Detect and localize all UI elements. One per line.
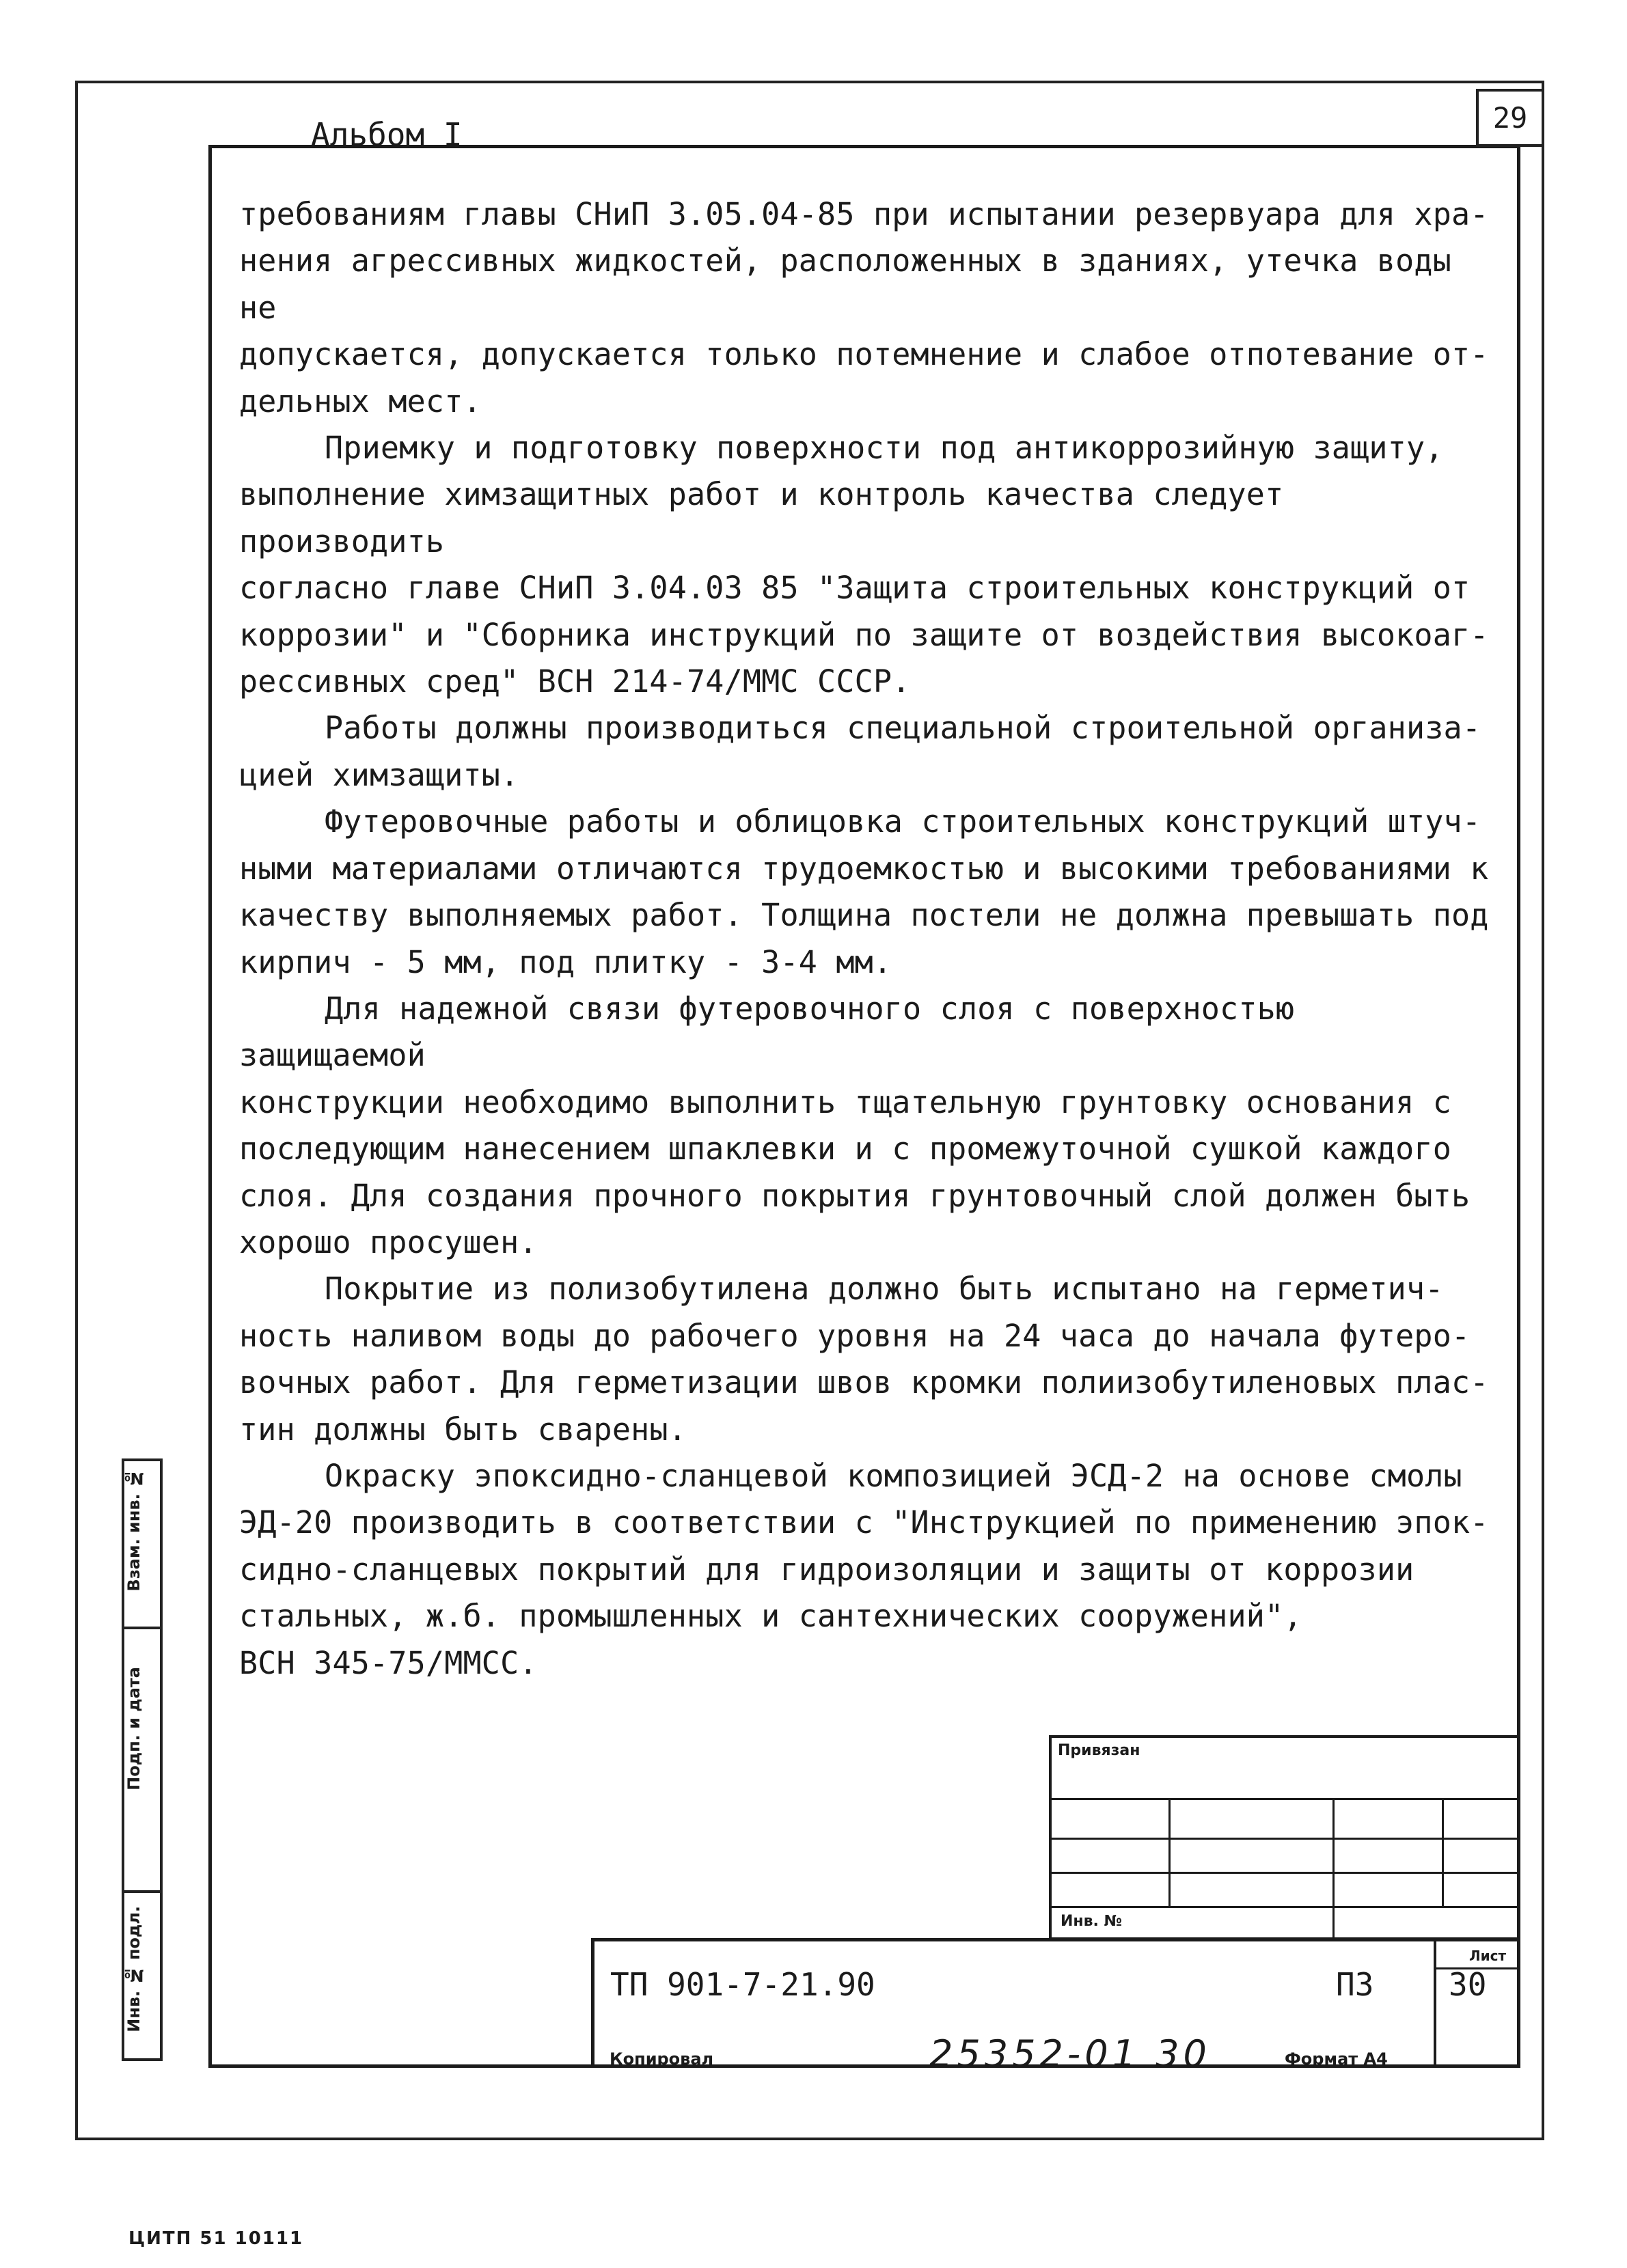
inv-no-label: Инв. № [1061,1913,1123,1930]
stamp-col-line [1434,1938,1436,2068]
paragraph-5 [239,986,1496,1266]
paragraph-text: Работы должны производиться специальной строительной организа- цией химзащиты. [239,710,1481,793]
paragraph-text: Для надежной связи футеровочного слоя с поверхностью защищаемой конструкции необходимо выполнить тщательную грунтовку основания с последующим нанесением шпаклевки и с промежуточной сушкой каждого слоя. Для создания прочного покрытия грунтовочный слой должен быть хорошо просушен. [239,990,1471,1260]
privyazan-col-line [1442,1798,1444,1906]
paragraph-text: Футеровочные работы и облицовка строительных конструкций штуч- ными материалами отличаются трудоемкостью и высокими требованиями к качеству выполняемых работ. Толщина постели не должна превышать под кирпич - 5 мм, под плитку - 3-4 мм. [239,803,1489,980]
footer-stamp: ЦИТП 51 10111 [128,2228,304,2249]
album-label: Альбом I [311,116,463,153]
side-label-podp-data: Подп. и дата [124,1667,143,1790]
copied-label: Копировал [610,2049,714,2069]
document-body [239,191,1496,1687]
paragraph-4 [239,799,1496,986]
sheet-number: 30 [1449,1966,1487,2003]
paragraph-text: Окраску эпоксидно-сланцевой композицией ЭСД-2 на основе смолы ЭД-20 производить в соответствии с "Инструкцией по применению эпок- сидно-сланцевых покрытий для гидроизоляции и защиты от коррозии стальных, ж.б. промышленных и сантехнических сооружений", ВСН 345-75/ММСС. [239,1457,1489,1681]
paragraph-7 [239,1453,1496,1687]
format-label: Формат А4 [1285,2049,1388,2069]
paragraph-1 [239,191,1496,425]
privyazan-row-line [1049,1838,1520,1840]
privyazan-label: Привязан [1058,1742,1140,1759]
paragraph-3 [239,705,1496,799]
paragraph-text: требованиям главы СНиП 3.05.04-85 при испытании резервуара для хра- нения агрессивных жидкостей, расположенных в зданиях, утечка воды не допускается, допускается только потемнение и слабое отпотевание от- дельных мест. [239,196,1489,419]
document-code: ТП 901-7-21.90 [610,1966,875,2003]
side-label-inv-podl: Инв. № подл. [124,1906,143,2032]
paragraph-6 [239,1266,1496,1453]
page-number: 29 [1492,101,1528,135]
handwritten-number: 25352-01 30 [929,2032,1211,2075]
side-label-vzam-inv: Взам. инв. № [124,1469,143,1592]
privyazan-row-line [1049,1872,1520,1874]
privyazan-row-line [1049,1798,1520,1800]
paragraph-2 [239,425,1496,705]
privyazan-col-line [1168,1798,1171,1906]
page-number-box [1476,89,1544,147]
paragraph-text: Покрытие из полизобутилена должно быть испытано на герметич- ность наливом воды до рабочего уровня на 24 часа до начала футеро- вочных работ. Для герметизации швов кромки полиизобутиленовых плас- тин должны быть сварены. [239,1271,1489,1448]
privyazan-col-line [1332,1798,1335,1940]
list-label: Лист [1469,1948,1507,1964]
sheet-code: ПЗ [1336,1966,1374,2003]
privyazan-row-line [1049,1906,1520,1908]
paragraph-text: Приемку и подготовку поверхности под антикоррозийную защиту, выполнение химзащитных работ и контроль качества следует производить согласно главе СНиП 3.04.03 85 "Защита строительных конструкций от коррозии" и "Сборника инструкций по защите от воздействия высокоаг- рессивных сред" ВСН 214-74/ММС СССР. [239,430,1489,700]
